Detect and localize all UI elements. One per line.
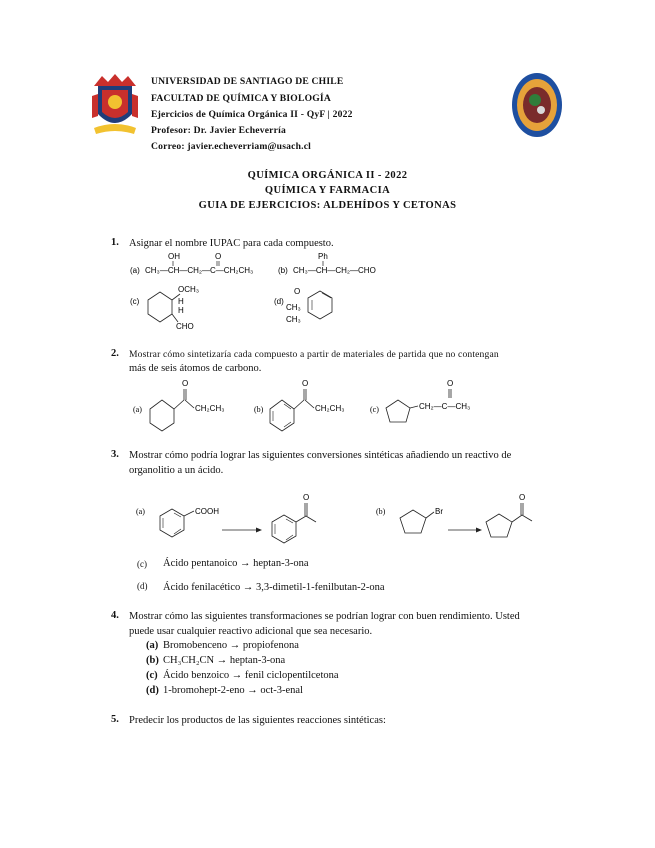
q1a-chain: CH₃—CH—CH₂—C—CH₂CH₃: [145, 266, 254, 275]
doc-title-2: QUÍMICA Y FARMACIA: [264, 185, 391, 196]
question-text: Predecir los productos de las siguientes reacciones sintéticas:: [129, 715, 386, 726]
question-number: 5.: [111, 714, 119, 725]
q2a-o: O: [182, 379, 189, 388]
question-text-line1: Mostrar cómo las siguientes transformaciones se podrían lograr con buen rendimiento. Usted: [129, 611, 520, 622]
doc-title-3: GUIA DE EJERCICIOS: ALDEHÍDOS Y CETONAS: [198, 200, 457, 211]
q3b-label: (b): [376, 507, 386, 516]
q3d-text: Ácido fenilacético → 3,3-dimetil-1-fenilbutan-2-ona: [163, 582, 385, 593]
q4-item-label: (b): [146, 655, 159, 666]
professor-name: Profesor: Dr. Javier Echeverría: [151, 125, 286, 136]
q4-item-label: (d): [146, 685, 159, 696]
question-number: 4.: [111, 610, 119, 621]
q1-structures: [128, 252, 388, 332]
question-number: 1.: [111, 237, 119, 248]
question-text-line2: puede usar cualquier reactivo adicional que sea necesario.: [129, 626, 373, 637]
q2b-grp: CH₂CH₃: [315, 404, 345, 413]
faculty-seal-logo: [511, 72, 563, 138]
usach-crest-logo: [90, 72, 140, 142]
q3d-label: (d): [137, 581, 148, 591]
question-number: 3.: [111, 449, 119, 460]
question-number: 2.: [111, 348, 119, 359]
q4-item-text: Bromobenceno → propiofenona: [163, 640, 299, 651]
q2a-grp: CH₂CH₃: [195, 404, 225, 413]
q2b-label: (b): [254, 405, 264, 414]
q3b-br: Br: [435, 507, 443, 516]
q2a-label: (a): [133, 405, 142, 414]
q1c-h1: H: [178, 297, 184, 306]
q4-item-label: (c): [146, 670, 158, 681]
q4-item-text: Ácido benzoico → fenil ciclopentilcetona: [163, 670, 339, 681]
question-text-line2: más de seis átomos de carbono.: [129, 363, 262, 374]
professor-email: Correo: javier.echeverriam@usach.cl: [151, 141, 312, 152]
q1d-label: (d): [274, 297, 284, 306]
q2c-o: O: [447, 379, 454, 388]
q1b-chain: CH₃—CH—CH₂—CHO: [293, 266, 376, 275]
course-name: Ejercicios de Química Orgánica II - QyF | 2022: [151, 109, 353, 120]
q1b-ph: Ph: [318, 252, 328, 261]
q1c-label: (c): [130, 297, 140, 306]
question-text-line1: Mostrar cómo podría lograr las siguientes conversiones sintéticas añadiendo un reactivo de: [129, 450, 512, 461]
faculty-name: FACULTAD DE QUÍMICA Y BIOLOGÍA: [151, 93, 331, 104]
q2-structures: [128, 376, 498, 434]
q1c-cho: CHO: [176, 322, 194, 331]
q3b-o: O: [519, 493, 526, 502]
q3a-o: O: [303, 493, 310, 502]
q3a-label: (a): [136, 507, 145, 516]
q2b-o: O: [302, 379, 309, 388]
q4-item-label: (a): [146, 640, 159, 651]
q1b-label: (b): [278, 266, 288, 275]
q1a-label: (a): [130, 266, 140, 275]
q4-item-text: CH₃CH₂CN → heptan-3-ona: [163, 655, 286, 666]
question-text: Asignar el nombre IUPAC para cada compuesto.: [129, 238, 334, 249]
doc-title-1: QUÍMICA ORGÁNICA II - 2022: [247, 170, 408, 181]
q3c-text: Ácido pentanoico → heptan-3-ona: [163, 558, 309, 569]
q1a-o: O: [215, 252, 222, 261]
q1d-o: O: [294, 287, 301, 296]
q2c-label: (c): [370, 405, 379, 414]
q1d-ch3a: CH₃: [286, 303, 301, 312]
q1c-och3: OCH₃: [178, 285, 200, 294]
q3c-label: (c): [137, 559, 147, 569]
q2c-grp: CH₂—C—CH₃: [419, 402, 471, 411]
question-text-line1: Mostrar cómo sintetizaría cada compuesto a partir de materiales de partida que no contengan: [129, 349, 499, 360]
q1c-h2: H: [178, 306, 184, 315]
q4-item-text: 1-bromohept-2-eno → oct-3-enal: [163, 685, 303, 696]
q1d-ch3b: CH₃: [286, 315, 301, 324]
university-name: UNIVERSIDAD DE SANTIAGO DE CHILE: [151, 76, 344, 87]
q3-structures: [130, 490, 560, 550]
q1a-oh: OH: [168, 252, 180, 261]
q3a-cooh: COOH: [195, 507, 219, 516]
question-text-line2: organolitio a un ácido.: [129, 465, 224, 476]
